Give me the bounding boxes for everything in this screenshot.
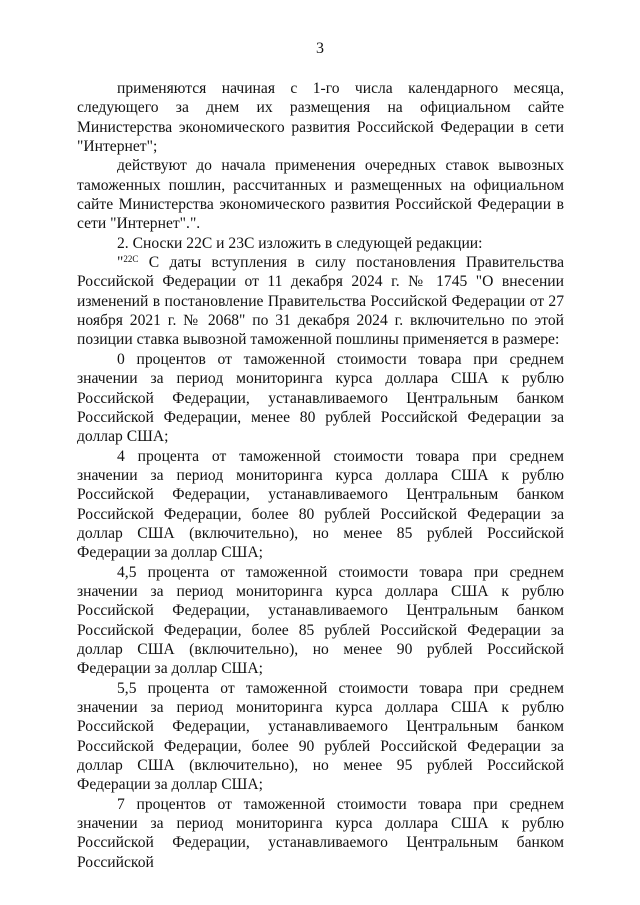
rate-item-7-percent: 7 процентов от таможенной стоимости товара при среднем значении за период мониторинга курса доллара США к рублю Российской Федерации, устанавливаемого Центральным банком Российской bbox=[77, 795, 564, 871]
rate-item-4-percent: 4 процента от таможенной стоимости товара при среднем значении за период мониторинга курса доллара США к рублю Российской Федерации, устанавливаемого Центральным банком Российской Федерации, более 80 рублей Российской Федерации за доллар США (включительно), но менее 85 рублей Российской Федерации за доллар США; bbox=[77, 447, 564, 562]
paragraph-publication-rule: применяются начиная с 1-го числа календарного месяца, следующего за днем их размещения на официальном сайте Министерства экономического развития Российской Федерации в сети "Интернет"; bbox=[77, 80, 564, 156]
document-body bbox=[77, 79, 564, 872]
rate-item-0-percent: 0 процентов от таможенной стоимости товара при среднем значении за период мониторинга курса доллара США к рублю Российской Федерации, устанавливаемого Центральным банком Российской Федерации, менее 80 рублей Российской Федерации за доллар США; bbox=[77, 350, 564, 446]
footnote-22c bbox=[77, 253, 564, 350]
footnote-marker: 22С bbox=[123, 254, 139, 265]
rate-item-4-5-percent: 4,5 процента от таможенной стоимости товара при среднем значении за период мониторинга курса доллара США к рублю Российской Федерации, устанавливаемого Центральным банком Российской Федерации, более 85 рублей Российской Федерации за доллар США (включительно), но менее 90 рублей Российской Федерации за доллар США; bbox=[77, 563, 564, 678]
paragraph-footnotes-heading: 2. Сноски 22С и 23С изложить в следующей редакции: bbox=[117, 234, 483, 252]
page-number: 3 bbox=[316, 40, 324, 57]
rate-item-5-5-percent: 5,5 процента от таможенной стоимости товара при среднем значении за период мониторинга курса доллара США к рублю Российской Федерации, устанавливаемого Центральным банком Российской Федерации, более 90 рублей Российской Федерации за доллар США (включительно), но менее 95 рублей Российской Федерации за доллар США; bbox=[77, 679, 564, 794]
footnote-open-quote: " bbox=[117, 254, 124, 272]
paragraph-validity-rule: действуют до начала применения очередных ставок вывозных таможенных пошлин, рассчитанных и размещенных на официальном сайте Министерства экономического развития Российской Федерации в сети "Интернет".". bbox=[77, 157, 564, 233]
footnote-text: С даты вступления в силу постановления Правительства Российской Федерации от 11 декабря 2024 г. № 1745 "О внесении изменений в постановление Правительства Российской Федерации от 27 ноября 2021 г. № 2068" по 31 декабря 2024 г. включительно по этой позиции ставка вывозной таможенной пошлины применяется в размере: bbox=[77, 254, 564, 349]
